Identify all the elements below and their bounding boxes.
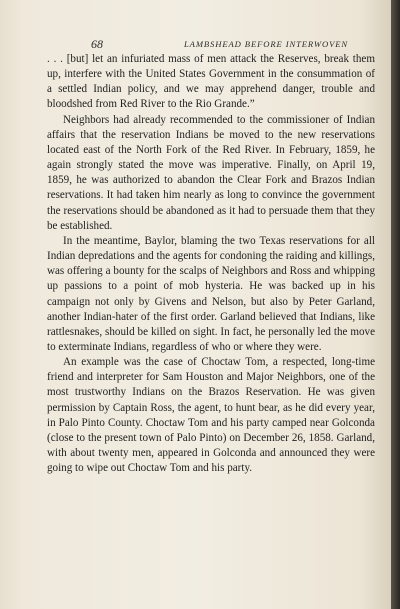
paragraph-baylor: In the meantime, Baylor, blaming the two Texas reservations for all Indian depredations and the agents for condoning the raiding and killings, was offering a bounty for the scalps of Neighbors and Ross and whipping up passions to a point of mob hysteria. He was backed up in his campaign not only by Givens and Nelson, but also by Peter Garland, another Indian-hater of the first order. Garland believed that Indians, like rattlesnakes, should be killed on sight. In fact, he personally led the move to exterminate Indians, regardless of who or where they were. <box>47 234 375 353</box>
paragraph-quote-continuation: . . . [but] let an infuriated mass of men attack the Reserves, break them up, interfere with the United States Government in the consummation of a settled Indian policy, and we may apprehend danger, trouble and bloodshed from Red River to the Rio Grande.” <box>47 53 375 111</box>
paragraph-choctaw-tom: An example was the case of Choctaw Tom, a respected, long-time friend and interpreter for Sam Houston and Major Neighbors, one of the most trustworthy Indians on the Brazos Reservation. He was given permission by Captain Ross, the agent, to hunt bear, as he did every year, in Palo Pinto County. Choctaw Tom and his party camped near Golconda (close to the present town of Palo Pinto) on December 26, 1858. Garland, with about twenty men, appeared in Golconda and announced they were going to wipe out Choctaw Tom and his party. <box>47 356 375 475</box>
body-text <box>47 52 375 476</box>
page-edge-shadow <box>391 0 400 609</box>
page-header <box>0 37 391 51</box>
page-number: 68 <box>91 37 103 51</box>
paragraph-neighbors: Neighbors had already recommended to the commissioner of Indian affairs that the reservation Indians be moved to the new reservations located east of the North Fork of the Red River. In February, 1859, he again strongly stated the move was imperative. Finally, on April 19, 1859, he was authorized to abandon the Clear Fork and Brazos Indian reservations. It had taken him nearly as long to convince the government the reservations should be abandoned as it had to persuade them that they be established. <box>47 113 375 232</box>
running-head: LAMBSHEAD BEFORE INTERWOVEN <box>184 39 349 49</box>
